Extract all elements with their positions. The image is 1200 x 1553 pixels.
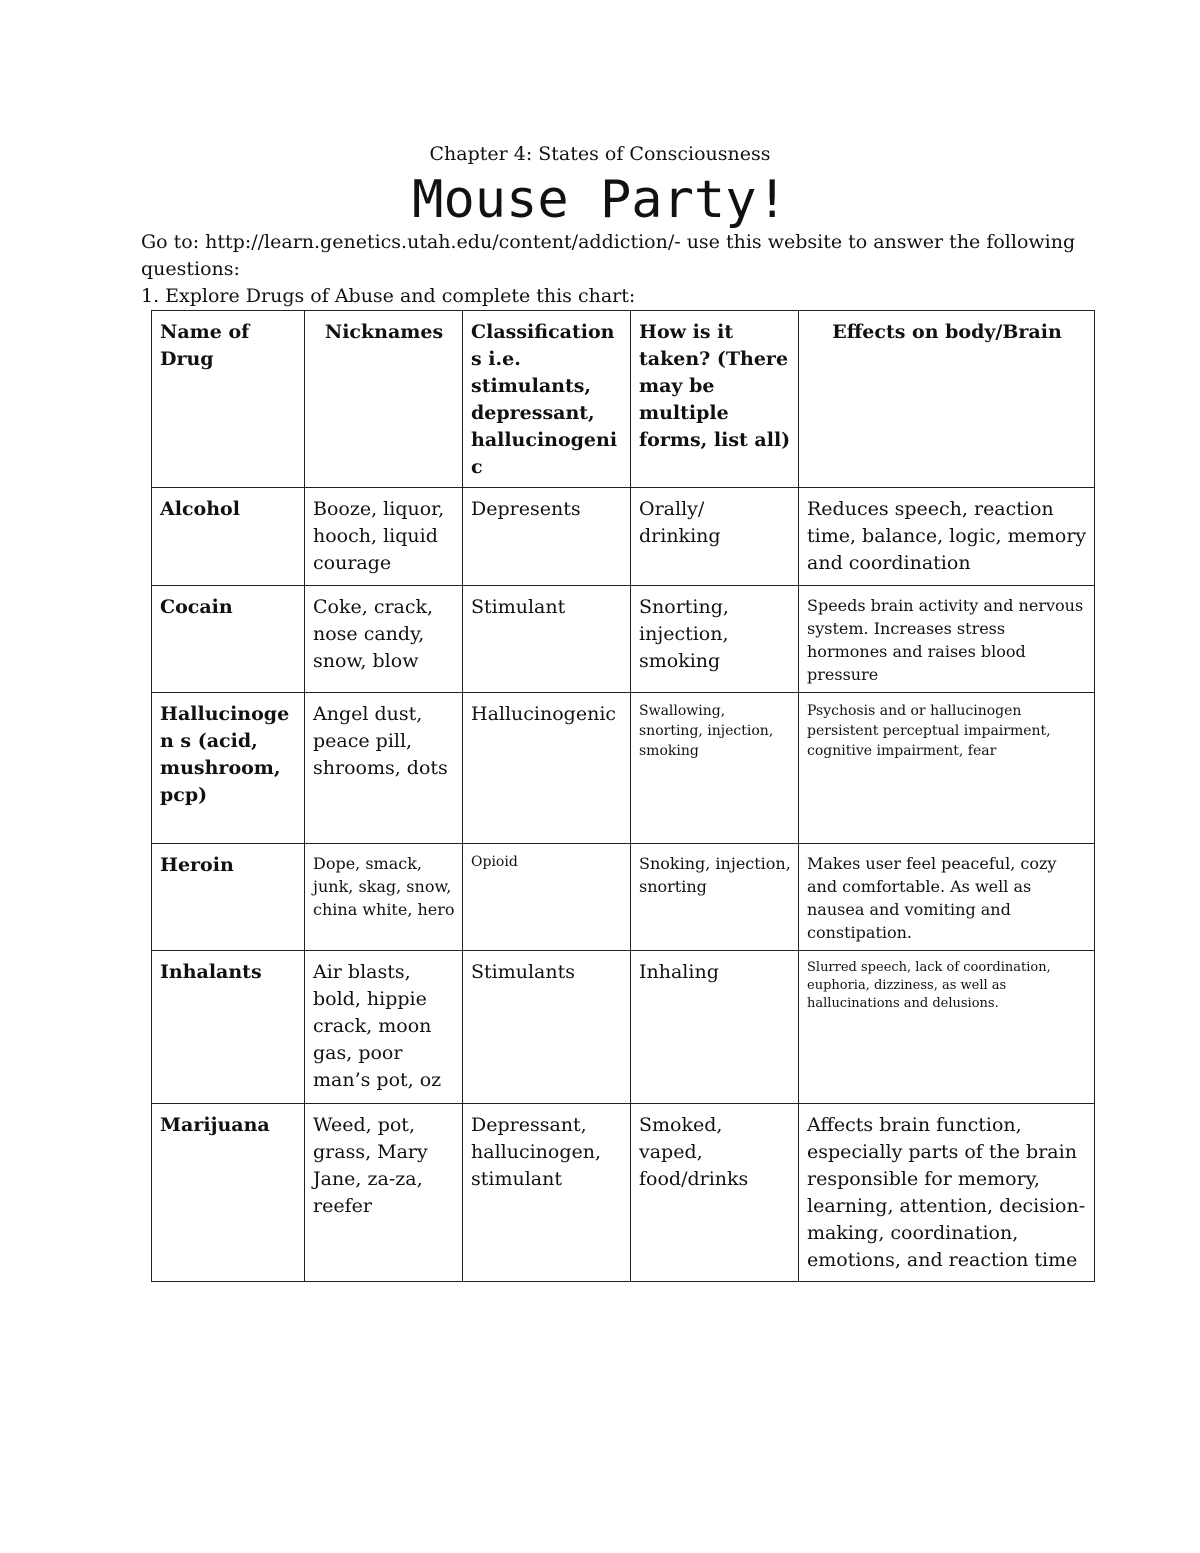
drug-name: Marijuana xyxy=(152,1104,305,1282)
drug-how-taken: Orally/ drinking xyxy=(631,488,799,586)
drug-name: Alcohol xyxy=(152,488,305,586)
chapter-heading: Chapter 4: States of Consciousness xyxy=(429,143,771,165)
drug-nicknames: Booze, liquor, hooch, liquid courage xyxy=(305,488,463,586)
drug-nicknames: Air blasts, bold, hippie crack, moon gas, poor man’s pot, oz xyxy=(305,951,463,1104)
header-how-taken: How is it taken? (There may be multiple forms, list all) xyxy=(631,311,799,488)
drug-classification: Stimulants xyxy=(463,951,631,1104)
drug-classification: Depresents xyxy=(463,488,631,586)
drug-nicknames: Weed, pot, grass, Mary Jane, za-za, reefer xyxy=(305,1104,463,1282)
drug-name: Heroin xyxy=(152,844,305,951)
table-row xyxy=(152,488,1095,586)
drug-name: Inhalants xyxy=(152,951,305,1104)
table-row xyxy=(152,844,1095,951)
table-header-row xyxy=(152,311,1095,488)
header-classifications: Classifications i.e. stimulants, depressant, hallucinogenic xyxy=(463,311,631,488)
table-row xyxy=(152,693,1095,844)
table-row xyxy=(152,1104,1095,1282)
drug-how-taken: Snorting, injection, smoking xyxy=(631,586,799,693)
drug-nicknames: Coke, crack, nose candy, snow, blow xyxy=(305,586,463,693)
drug-effects: Reduces speech, reaction time, balance, logic, memory and coordination xyxy=(799,488,1095,586)
instructions xyxy=(141,229,1081,310)
drug-classification: Hallucinogenic xyxy=(463,693,631,844)
drug-how-taken: Snoking, injection, snorting xyxy=(631,844,799,951)
drug-name: Cocain xyxy=(152,586,305,693)
drug-nicknames: Dope, smack, junk, skag, snow, china white, hero xyxy=(305,844,463,951)
table-row xyxy=(152,951,1095,1104)
drug-how-taken: Swallowing, snorting, injection, smoking xyxy=(631,693,799,844)
drug-classification: Stimulant xyxy=(463,586,631,693)
question-1: 1. Explore Drugs of Abuse and complete this chart: xyxy=(141,285,636,307)
header-name: Name of Drug xyxy=(152,311,305,488)
goto-instruction: Go to: http://learn.genetics.utah.edu/content/addiction/- use this website to answer the following questions: xyxy=(141,231,1076,280)
header-effects: Effects on body/Brain xyxy=(799,311,1095,488)
header-nicknames: Nicknames xyxy=(305,311,463,488)
drug-effects: Speeds brain activity and nervous system. Increases stress hormones and raises blood pressure xyxy=(799,586,1095,693)
drug-effects: Affects brain function, especially parts of the brain responsible for memory, learning, attention, decision-making, coordination, emotions, and reaction time xyxy=(799,1104,1095,1282)
drug-how-taken: Smoked, vaped, food/drinks xyxy=(631,1104,799,1282)
drug-effects: Makes user feel peaceful, cozy and comfortable. As well as nausea and vomiting and constipation. xyxy=(799,844,1095,951)
drug-how-taken: Inhaling xyxy=(631,951,799,1104)
drug-name: Hallucinogen s (acid, mushroom, pcp) xyxy=(152,693,305,844)
drug-nicknames: Angel dust, peace pill, shrooms, dots xyxy=(305,693,463,844)
table-row xyxy=(152,586,1095,693)
drug-classification: Depressant, hallucinogen, stimulant xyxy=(463,1104,631,1282)
page-title: Mouse Party! xyxy=(412,170,788,230)
drug-chart-table xyxy=(151,310,1095,1282)
drug-effects: Psychosis and or hallucinogen persistent perceptual impairment, cognitive impairment, fear xyxy=(799,693,1095,844)
drug-effects: Slurred speech, lack of coordination, euphoria, dizziness, as well as hallucinations and delusions. xyxy=(799,951,1095,1104)
drug-classification: Opioid xyxy=(463,844,631,951)
